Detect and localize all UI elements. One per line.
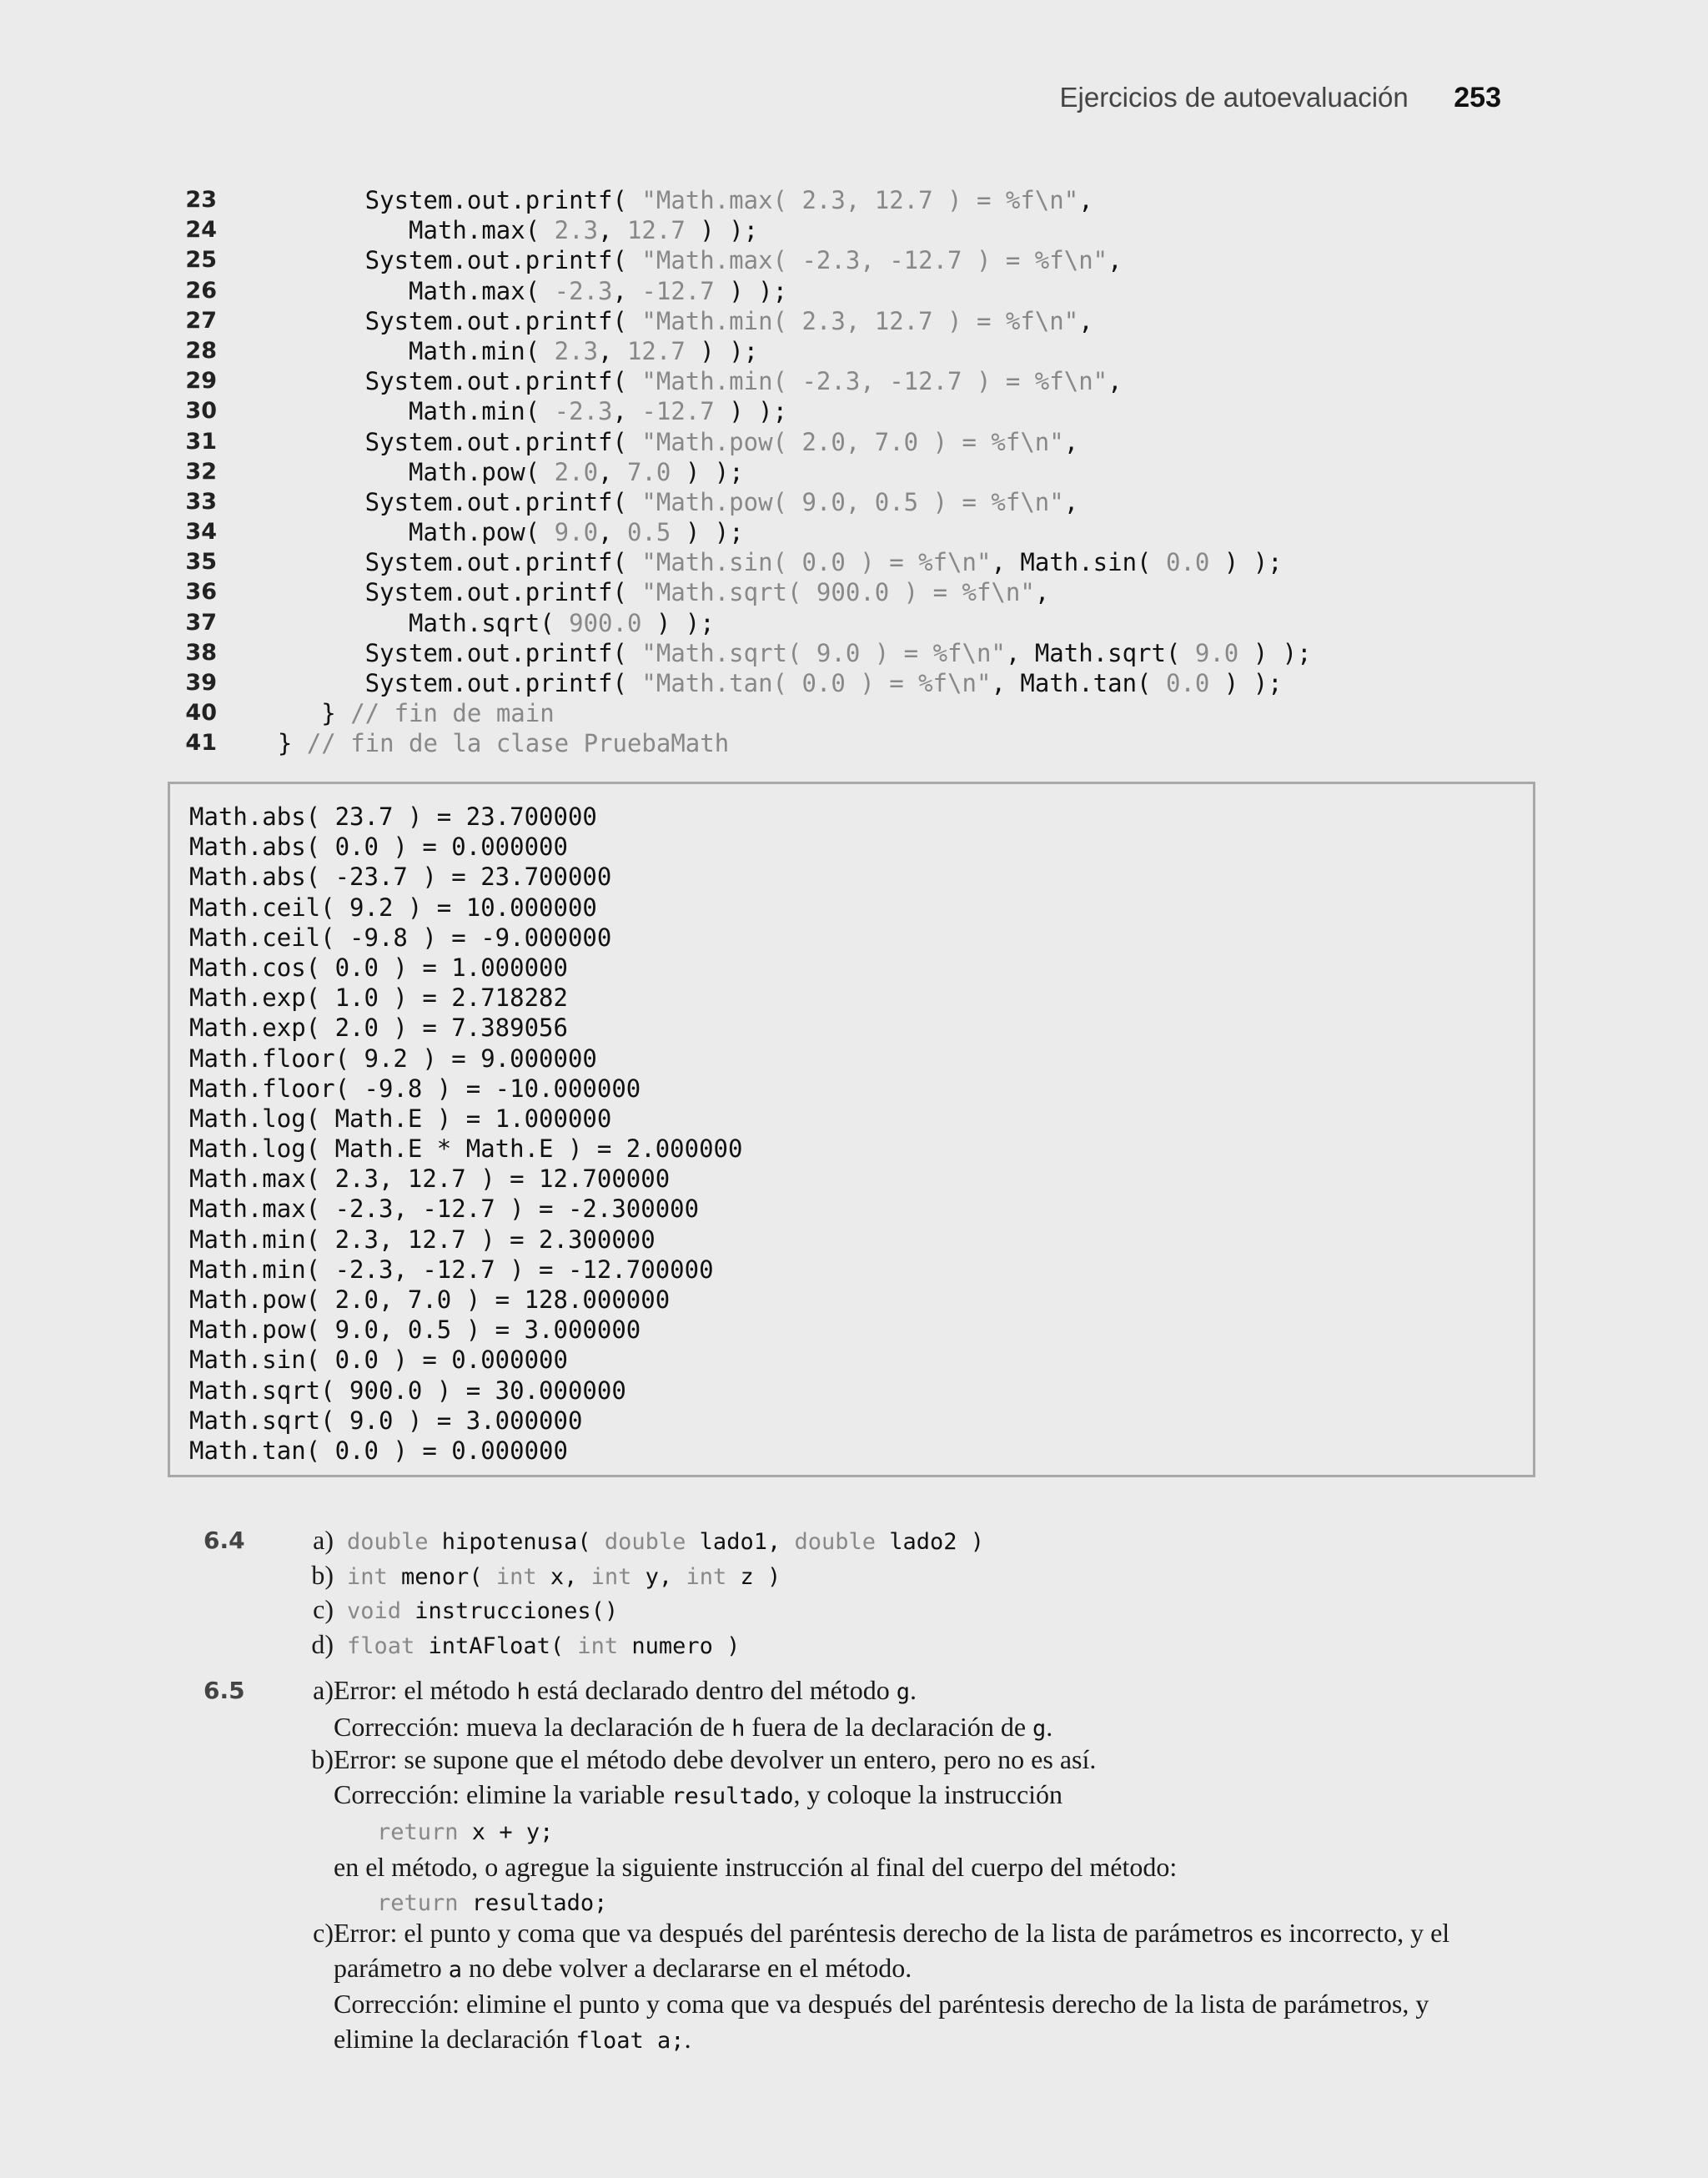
answer-6-5-c xyxy=(334,1916,1505,2058)
code-line xyxy=(167,427,1535,457)
line-number: 29 xyxy=(185,368,217,395)
code-text: Math.max( -2.3, -12.7 ) ); xyxy=(249,276,788,305)
answer-6-4-a xyxy=(292,1523,984,1558)
keyword: void xyxy=(347,1598,402,1624)
code-line xyxy=(167,366,1535,396)
line-number: 40 xyxy=(185,700,217,727)
item-letter: c) xyxy=(313,1594,334,1624)
code-listing xyxy=(167,185,1535,759)
code-statement: return resultado; xyxy=(377,1890,608,1916)
line-number: 25 xyxy=(185,247,217,274)
code-text: System.out.printf( "Math.min( -2.3, -12.7 ) = %f\n", xyxy=(249,367,1123,396)
code-text: lado1, xyxy=(686,1529,795,1555)
keyword: int xyxy=(686,1563,727,1590)
code-text: lado2 ) xyxy=(876,1529,985,1555)
keyword: double xyxy=(604,1529,686,1555)
output-line: Math.sqrt( 900.0 ) = 30.000000 xyxy=(189,1376,626,1405)
line-number: 32 xyxy=(185,458,217,485)
page-number: 253 xyxy=(1454,82,1501,113)
code-text: x, xyxy=(536,1563,591,1590)
code-line xyxy=(167,276,1535,306)
output-line: Math.sqrt( 9.0 ) = 3.000000 xyxy=(189,1406,583,1435)
output-line: Math.ceil( -9.8 ) = -9.000000 xyxy=(189,923,612,952)
code-line xyxy=(167,698,1535,728)
code-text: System.out.printf( "Math.max( 2.3, 12.7 ) = %f\n", xyxy=(249,186,1093,214)
item-letter: a) xyxy=(313,1525,334,1555)
keyword: int xyxy=(495,1563,537,1590)
answer-6-5-a xyxy=(334,1673,1505,1746)
code-line xyxy=(167,245,1535,275)
page-header xyxy=(1060,82,1502,114)
explanation-line: en el método, o agregue la siguiente instrucción al final del cuerpo del método: xyxy=(334,1851,1178,1882)
output-line: Math.sin( 0.0 ) = 0.000000 xyxy=(189,1346,568,1375)
output-line: Math.tan( 0.0 ) = 0.000000 xyxy=(189,1436,568,1465)
code-text: z ) xyxy=(726,1563,781,1590)
output-line: Math.log( Math.E ) = 1.000000 xyxy=(189,1104,612,1133)
code-text: menor( xyxy=(387,1563,496,1590)
code-line xyxy=(167,547,1535,577)
code-text: System.out.printf( "Math.sqrt( 9.0 ) = %f\n", Math.sqrt( 9.0 ) ); xyxy=(249,638,1312,667)
line-number: 24 xyxy=(185,217,217,244)
keyword: int xyxy=(577,1632,619,1659)
line-number: 23 xyxy=(185,187,217,213)
keyword: int xyxy=(590,1563,632,1590)
code-line xyxy=(167,306,1535,336)
code-text: System.out.printf( "Math.pow( 9.0, 0.5 ) = %f\n", xyxy=(249,487,1079,516)
code-text: Math.sqrt( 900.0 ) ); xyxy=(249,608,715,637)
code-text: System.out.printf( "Math.tan( 0.0 ) = %f\n", Math.tan( 0.0 ) ); xyxy=(249,669,1283,697)
output-line: Math.cos( 0.0 ) = 1.000000 xyxy=(189,953,568,982)
line-number: 30 xyxy=(185,398,217,425)
output-line: Math.max( -2.3, -12.7 ) = -2.300000 xyxy=(189,1195,700,1224)
item-letter: c) xyxy=(313,1918,334,1948)
output-line: Math.max( 2.3, 12.7 ) = 12.700000 xyxy=(189,1164,671,1194)
code-text: Math.min( -2.3, -12.7 ) ); xyxy=(249,397,788,426)
code-text: Math.pow( 9.0, 0.5 ) ); xyxy=(249,518,744,547)
correction-line-cont: elimine la declaración float a;. xyxy=(334,2023,691,2054)
correction-line: Corrección: mueva la declaración de h fuera de la declaración de g. xyxy=(334,1711,1053,1742)
output-line: Math.pow( 9.0, 0.5 ) = 3.000000 xyxy=(189,1315,641,1345)
line-number: 31 xyxy=(185,428,217,455)
code-text: System.out.printf( "Math.sqrt( 900.0 ) = %f\n", xyxy=(249,578,1050,607)
code-line xyxy=(167,336,1535,366)
code-text: y, xyxy=(631,1563,686,1590)
code-text: } // fin de main xyxy=(249,699,555,728)
code-text: hipotenusa( xyxy=(428,1529,605,1555)
output-line: Math.floor( -9.8 ) = -10.000000 xyxy=(189,1074,641,1103)
code-text: Math.pow( 2.0, 7.0 ) ); xyxy=(249,457,744,486)
code-text: System.out.printf( "Math.min( 2.3, 12.7 ) = %f\n", xyxy=(249,306,1093,335)
program-output-box xyxy=(168,782,1535,1477)
code-line xyxy=(167,728,1535,758)
keyword: double xyxy=(794,1529,877,1555)
line-number: 37 xyxy=(185,609,217,636)
code-line xyxy=(167,577,1535,607)
code-line xyxy=(167,457,1535,487)
item-letter: b) xyxy=(311,1744,334,1774)
output-line: Math.min( -2.3, -12.7 ) = -12.700000 xyxy=(189,1255,714,1284)
correction-line: Corrección: elimine el punto y coma que va después del paréntesis derecho de la lista de parámetros, y xyxy=(334,1989,1429,2019)
code-line xyxy=(167,668,1535,698)
output-line: Math.min( 2.3, 12.7 ) = 2.300000 xyxy=(189,1225,656,1254)
output-line: Math.log( Math.E * Math.E ) = 2.000000 xyxy=(189,1134,743,1164)
exercise-number: 6.5 xyxy=(203,1677,245,1704)
section-title: Ejercicios de autoevaluación xyxy=(1059,82,1409,113)
output-line: Math.abs( 23.7 ) = 23.700000 xyxy=(189,802,597,831)
code-text: intAFloat( xyxy=(414,1632,578,1659)
code-line xyxy=(167,487,1535,517)
code-text: System.out.printf( "Math.max( -2.3, -12.7 ) = %f\n", xyxy=(249,246,1123,275)
keyword: float xyxy=(347,1632,415,1659)
code-text: } // fin de la clase PruebaMath xyxy=(249,729,730,758)
line-number: 39 xyxy=(185,670,217,696)
answer-6-4-d xyxy=(292,1627,740,1662)
code-line xyxy=(167,638,1535,668)
answer-6-4-b xyxy=(292,1558,781,1593)
keyword: int xyxy=(347,1563,388,1590)
exercise-number: 6.4 xyxy=(203,1527,245,1554)
line-number: 27 xyxy=(185,307,217,334)
code-line xyxy=(167,185,1535,215)
line-number: 26 xyxy=(185,277,217,304)
code-line xyxy=(167,517,1535,547)
output-line: Math.pow( 2.0, 7.0 ) = 128.000000 xyxy=(189,1285,671,1314)
line-number: 33 xyxy=(185,488,217,515)
code-text: Math.max( 2.3, 12.7 ) ); xyxy=(249,216,759,245)
code-text: System.out.printf( "Math.sin( 0.0 ) = %f\n", Math.sin( 0.0 ) ); xyxy=(249,548,1283,577)
line-number: 36 xyxy=(185,579,217,606)
keyword: double xyxy=(347,1529,429,1555)
line-number: 38 xyxy=(185,639,217,666)
code-statement: return x + y; xyxy=(377,1819,554,1845)
answer-6-4-c xyxy=(292,1592,618,1627)
output-line: Math.exp( 1.0 ) = 2.718282 xyxy=(189,983,568,1013)
code-text: instrucciones() xyxy=(401,1598,619,1624)
output-line: Math.exp( 2.0 ) = 7.389056 xyxy=(189,1014,568,1043)
output-line: Math.abs( 0.0 ) = 0.000000 xyxy=(189,832,568,862)
item-letter: d) xyxy=(311,1628,334,1659)
line-number: 28 xyxy=(185,337,217,364)
error-line: Error: el punto y coma que va después del paréntesis derecho de la lista de parámetros es incorrecto, y el xyxy=(334,1918,1450,1948)
error-line: Error: el método h está declarado dentro del método g. xyxy=(334,1675,917,1705)
code-line xyxy=(167,608,1535,638)
answer-6-5-b xyxy=(334,1743,1505,1921)
code-line xyxy=(167,396,1535,426)
error-line-cont: parámetro a no debe volver a declararse en el método. xyxy=(334,1952,912,1983)
output-line: Math.abs( -23.7 ) = 23.700000 xyxy=(189,863,612,892)
correction-line: Corrección: elimine la variable resultado, y coloque la instrucción xyxy=(334,1778,1063,1809)
line-number: 41 xyxy=(185,730,217,757)
code-text: System.out.printf( "Math.pow( 2.0, 7.0 ) = %f\n", xyxy=(249,427,1079,456)
item-letter: a) xyxy=(313,1675,334,1705)
item-letter: b) xyxy=(311,1559,334,1590)
output-line: Math.floor( 9.2 ) = 9.000000 xyxy=(189,1044,597,1073)
line-number: 34 xyxy=(185,519,217,546)
line-number: 35 xyxy=(185,549,217,576)
code-text: Math.min( 2.3, 12.7 ) ); xyxy=(249,336,759,365)
code-text: numero ) xyxy=(618,1632,741,1659)
output-line: Math.ceil( 9.2 ) = 10.000000 xyxy=(189,893,597,922)
code-line xyxy=(167,215,1535,245)
error-line: Error: se supone que el método debe devolver un entero, pero no es así. xyxy=(334,1744,1097,1774)
